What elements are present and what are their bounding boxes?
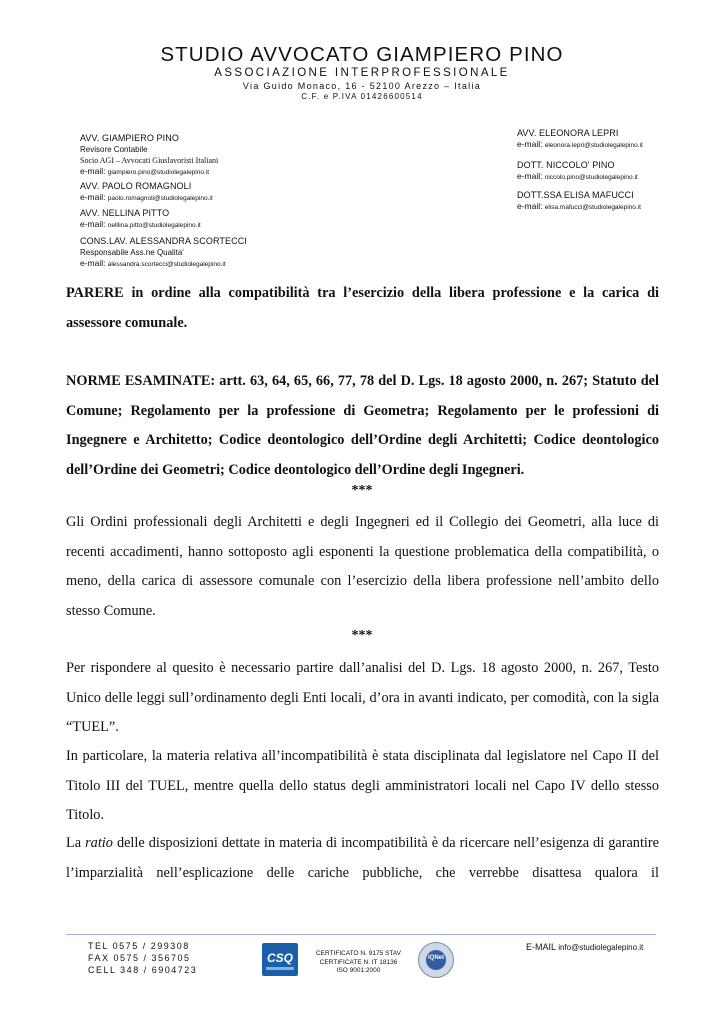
- footer-fax: FAX 0575 / 356705: [88, 953, 191, 963]
- member-role: Responsabile Ass.ne Qualita': [80, 248, 184, 257]
- member-name: AVV. PAOLO ROMAGNOLI: [80, 181, 192, 191]
- member-email-link[interactable]: nelllina.pitto@studiolegalepino.it: [107, 222, 201, 229]
- csq-logo-stripe: [266, 967, 294, 970]
- member-name: DOTT. NICCOLO' PINO: [517, 160, 615, 170]
- email-label: e-mail:: [80, 192, 106, 202]
- member-email-link[interactable]: giampiero.pino@studiolegalepino.it: [107, 169, 210, 176]
- member-email-link[interactable]: alessandra.scortecci@studiolegalepino.it: [107, 261, 226, 268]
- paragraph-ordini: Gli Ordini professionali degli Architetti e degli Ingegneri ed il Collegio dei Geometri, alla luce di recenti accadimenti, hanno sottoposto agli esponenti la questione problematica della compatibilità, o meno, della carica di assessore comunale con l’esercizio della libera professione nell’ambito dello stesso Comune.: [66, 514, 659, 619]
- member-alessandra-scortecci: [80, 236, 247, 270]
- ratio-italic-word: ratio: [85, 835, 113, 851]
- csq-logo-icon: [262, 943, 298, 976]
- email-label: e-mail:: [517, 171, 543, 181]
- certification-info: [306, 950, 411, 976]
- email-label: e-mail:: [80, 258, 106, 268]
- footer-divider: [66, 934, 656, 935]
- norme-esaminate: NORME ESAMINATE: artt. 63, 64, 65, 66, 77, 78 del D. Lgs. 18 agosto 2000, n. 267; Statuto del Comune; Regolamento per la professione di Geometra; Regolamento per le professioni di Ingegnere e Architetto; Codice deontologico dell’Ordine degli Architetti; Codice deontologico dell’Ordine dei Geometri; Codice deontologico dell’Ordine degli Ingegneri.: [66, 373, 659, 478]
- iqnet-logo-icon: [418, 942, 454, 978]
- section-separator: ***: [351, 628, 373, 643]
- footer-cell: CELL 348 / 6904723: [88, 965, 198, 975]
- paragraph-tuel: Per rispondere al quesito è necessario partire dall’analisi del D. Lgs. 18 agosto 2000, n. 267, Testo Unico delle leggi sull’ordinamento degli Enti locali, d’ora in avanti indicato, per comodità, con la sigla “TUEL”.: [66, 660, 659, 735]
- cert-line-3: ISO 9001:2000: [336, 967, 381, 974]
- member-nellina-pitto: [80, 208, 201, 231]
- firm-address: Via Guido Monaco, 16 - 52100 Arezzo – Italia: [242, 81, 482, 91]
- member-name: CONS.LAV. ALESSANDRA SCORTECCI: [80, 236, 247, 246]
- member-giampiero-pino: [80, 133, 218, 178]
- footer-email-link[interactable]: info@studiolegalepino.it: [558, 943, 644, 952]
- firm-subtitle: ASSOCIAZIONE INTERPROFESSIONALE: [214, 67, 510, 79]
- iqnet-logo-text: IQNet: [427, 955, 444, 961]
- footer-email: [526, 942, 643, 952]
- ratio-text-end: delle disposizioni dettate in materia di incompatibilità è da ricercare nell’esigenza di garantire l’imparzialità nell’esplicazione delle cariche pubbliche, che verrebbe disattesa qualora il: [66, 835, 659, 881]
- ratio-text-start: La: [66, 835, 86, 851]
- section-separator: ***: [351, 483, 373, 498]
- firm-vat: C.F. e P.IVA 01426600514: [301, 92, 423, 101]
- member-name: DOTT.SSA ELISA MAFUCCI: [517, 190, 634, 200]
- member-niccolo-pino: [517, 160, 638, 183]
- email-label: e-mail:: [517, 139, 543, 149]
- member-role-secondary: Socio AGI – Avvocati Giuslavoristi Italiani: [80, 156, 219, 165]
- member-role: Revisore Contabile: [80, 145, 148, 154]
- csq-logo-text: CSQ: [266, 951, 293, 965]
- member-name: AVV. ELEONORA LEPRI: [517, 128, 619, 138]
- paragraph-incompatibilita: In particolare, la materia relativa all’incompatibilità è stata disciplinata dal legislatore nel Capo II del Titolo III del TUEL, mentre quella dello status degli amministratori locali nel Capo IV dello stesso Titolo.: [66, 748, 659, 823]
- member-email-link[interactable]: paolo.romagnoli@studiolegalepino.it: [107, 195, 213, 202]
- member-name: AVV. GIAMPIERO PINO: [80, 133, 179, 143]
- member-eleonora-lepri: [517, 128, 643, 151]
- member-email-link[interactable]: elisa.mafucci@studiolegalepino.it: [544, 204, 641, 211]
- footer-contacts: [88, 940, 197, 976]
- member-elisa-mafucci: [517, 190, 641, 213]
- parere-heading: PARERE in ordine alla compatibilità tra l’esercizio della libera professione e la carica di assessore comunale.: [66, 285, 659, 331]
- footer-email-label: E-MAIL: [526, 942, 556, 952]
- member-name: AVV. NELLINA PITTO: [80, 208, 170, 218]
- email-label: e-mail:: [80, 219, 106, 229]
- email-label: e-mail:: [80, 166, 106, 176]
- cert-line-1: CERTIFICATO N. 9175 STAV: [315, 950, 401, 957]
- member-email-link[interactable]: eleonora.lepri@studiolegalepino.it: [544, 142, 643, 149]
- paragraph-ratio: [66, 829, 659, 888]
- firm-name: STUDIO AVVOCATO GIAMPIERO PINO: [160, 43, 564, 66]
- cert-line-2: CERTIFICATE N. IT 18136: [319, 958, 398, 966]
- footer-phone: TEL 0575 / 299308: [88, 941, 190, 951]
- email-label: e-mail:: [517, 201, 543, 211]
- member-email-link[interactable]: niccolo.pino@studiolegalepino.it: [544, 174, 638, 181]
- member-paolo-romagnoli: [80, 181, 213, 204]
